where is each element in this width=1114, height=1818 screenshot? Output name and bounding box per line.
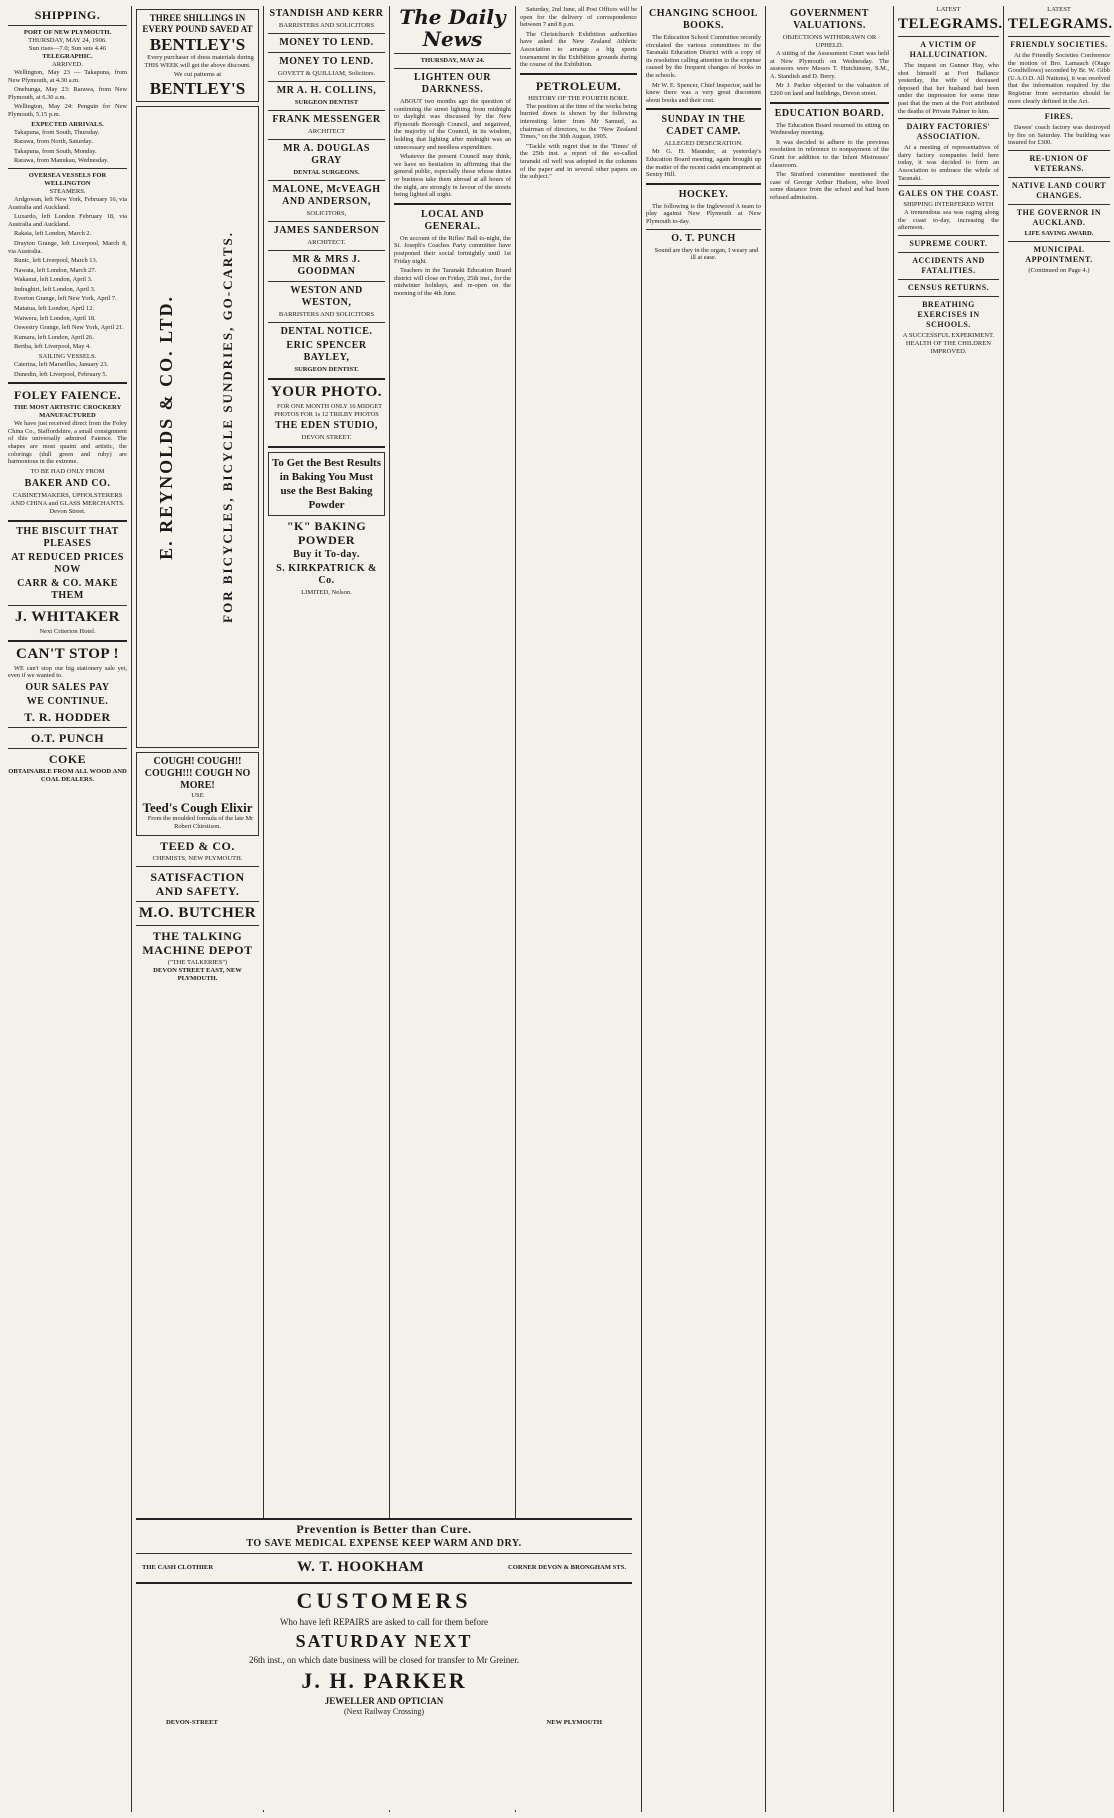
goodman-name: MR & MRS J. GOODMAN <box>292 254 361 277</box>
arrival-item: Wellington, May 23 — Takapuna, from New Plymouth, at 4.30 a.m. <box>8 69 127 84</box>
cadet-heading: SUNDAY IN THE CADET CAMP. <box>661 114 746 138</box>
hookham-address: CORNER DEVON & BRONGHAM STS. <box>507 1563 626 1571</box>
sailing-item: Dunedin, left Liverpool, February 5. <box>14 370 108 378</box>
expected-heading: EXPECTED ARRIVALS. <box>31 120 104 128</box>
education-body-2: It was decided to adhere to the previous resolution in reference to nonpayment of the Grant for addition to the Infant Mistresses' classroom. <box>770 138 889 169</box>
money-lend-heading-2: MONEY TO LEND. <box>279 56 374 67</box>
expected-item: Rarawa, from Manukau, Wednesday. <box>14 157 109 165</box>
local-body-2: Teachers in the Taranaki Education Board district will close on Friday, 25th inst., for the midwinter holidays, and re-open on the morning of the 4th June. <box>394 267 511 297</box>
hallucination-heading: A VICTIM OF HALLUCINATION. <box>909 40 988 59</box>
column-news-3 <box>766 6 894 1812</box>
bentleys-ad <box>136 9 259 102</box>
books-heading: CHANGING SCHOOL BOOKS. <box>649 8 758 31</box>
petroleum-body-2: "Tackle with regret that in the 'Times' of the 25th inst. a report of the so-called taranaki oil well was adopted in the columns of the paper and in several other papers on the subject." <box>520 142 637 181</box>
leader-body: ABOUT two months ago the question of continuing the street lighting from midnight to daylight was discussed by the New Plymouth Borough Council, and negatived, the majority of the Council, in its wisdom, holding that lighting after midnight was an unnecessary and needless expenditure. <box>394 98 511 151</box>
hockey-heading: HOCKEY. <box>678 188 729 200</box>
bentleys-foot: We cut patterns at <box>173 71 222 79</box>
whitaker-address: Next Criterion Hotel. <box>39 627 96 635</box>
kirkpatrick-name: S. KIRKPATRICK & Co. <box>276 563 377 587</box>
sanderson-name: JAMES SANDERSON <box>273 225 380 236</box>
valuations-heading: GOVERNMENT VALUATIONS. <box>790 8 869 31</box>
native-heading: NATIVE LAND COURT CHANGES. <box>1011 180 1107 200</box>
shipping-date: THURSDAY, MAY 24, 1906. <box>28 37 107 44</box>
malone-sub: SOLICITORS, <box>306 210 347 217</box>
customers-subheading: Who have left REPAIRS are asked to call for them before <box>279 1617 489 1627</box>
talking-sub: ("THE TALKERIES") <box>167 959 228 967</box>
steamer-item: Kumara, left London, April 26. <box>14 333 94 341</box>
messenger-name: FRANK MESSENGER <box>272 114 381 125</box>
photo-heading: YOUR PHOTO. <box>270 384 383 400</box>
money-lend-heading: MONEY TO LEND. <box>279 37 374 48</box>
photo-body: FOR ONE MONTH ONLY 16 MIDGET PHOTOS FOR 1s 12 TRILBY PHOTOS <box>274 403 383 418</box>
supreme-heading: SUPREME COURT. <box>909 238 988 248</box>
talking-heading: THE TALKING MACHINE DEPOT <box>142 929 253 958</box>
use-label: USE <box>191 792 204 800</box>
biscuit-heading: THE BISCUIT THAT PLEASES <box>16 525 119 549</box>
steamer-item: Nawata, left London, March 27. <box>14 266 97 274</box>
steamer-item: Indraghiri, left London, April 3. <box>14 285 96 293</box>
eden-name: THE EDEN STUDIO, <box>275 420 378 432</box>
steamer-item: Oswestry Grange, left New York, April 21. <box>14 324 124 332</box>
friendly-heading: FRIENDLY SOCIETIES. <box>1010 40 1108 49</box>
masthead-date: THURSDAY, MAY 24. <box>420 57 485 64</box>
municipal-heading: MUNICIPAL APPOINTMENT. <box>1025 244 1093 264</box>
steamers-label: STEAMERS. <box>49 187 86 195</box>
collins-sub: SURGEON DENTIST <box>294 99 359 106</box>
bottom-ads <box>136 1518 632 1810</box>
bentleys-ad-heading: THREE SHILLINGS IN EVERY POUND SAVED AT <box>142 13 253 34</box>
punch-ad-body: Sound are they in the organ, I weary and ill at ease. <box>654 246 759 262</box>
parker-address: (Next Railway Crossing) <box>344 1707 424 1716</box>
reynolds-name: E. REYNOLDS & CO. LTD. <box>156 294 177 560</box>
latest-label: LATEST <box>936 6 961 13</box>
local-heading: LOCAL AND GENERAL. <box>420 208 485 232</box>
gray-name: MR A. DOUGLAS GRAY <box>283 143 370 166</box>
cantstop-body: WE can't stop our big stationery sale yet, even if we wanted to. <box>8 664 127 680</box>
dairy-body: At a meeting of representatives of dairy factory companies held here today, it was decided to form an Association to embrace the whole of Taranaki. <box>898 144 999 182</box>
get-best-heading: To Get the Best Results in Baking You Must use the Best Baking Powder <box>272 457 381 512</box>
arrival-item: Wellington, May 24: Penguin for New Plymouth, 5.15 p.m. <box>8 103 127 118</box>
telegraphic-heading: TELEGRAPHIC. <box>42 53 93 60</box>
hallucination-body: The inquest on Gunner Hay, who shot himself at Fort Ballance yesterday, the wife of deceased deposed that her husband had been under the impression for some time past that the men at the Fort attributed the deaths of Private Palmer to him. <box>898 62 999 115</box>
arrival-item: Onehunga, May 23: Rarawa, from New Plymouth, at 6.30 a.m. <box>8 86 127 101</box>
parker-name: J. H. PARKER <box>301 1668 467 1693</box>
coke-heading: COKE <box>48 751 87 766</box>
foley-subheading: THE MOST ARTISTIC CROCKERY MANUFACTURED <box>13 404 122 420</box>
lifesaving-heading: LIFE SAVING AWARD. <box>1024 229 1094 237</box>
standish-sub: BARRISTERS AND SOLICITORS <box>278 22 375 29</box>
shipping-heading: SHIPPING. <box>34 8 101 22</box>
education-body: The Education Board resumed its sitting on Wednesday morning. <box>770 121 889 137</box>
petroleum-subheading: HISTORY OF THE FOURTH BORE. <box>528 94 629 102</box>
petroleum-heading: PETROLEUM. <box>535 78 622 93</box>
census-heading: CENSUS RETURNS. <box>907 282 990 292</box>
baker-address: Devon Street. <box>49 507 86 515</box>
sun-times: Sun rises—7.0; Sun sets 4.46 <box>28 45 107 52</box>
steamer-item: Bertha, left Liverpool, May 4. <box>14 343 91 351</box>
kirkpatrick-sub: LIMITED, Nelson. <box>301 589 352 597</box>
arrived-label: ARRIVED. <box>52 61 83 68</box>
telegrams-heading-2: TELEGRAMS. <box>1008 16 1113 32</box>
breathing-heading: BREATHING EXERCISES IN SCHOOLS. <box>917 299 980 329</box>
gray-sub: DENTAL SURGEONS. <box>293 169 360 176</box>
gales-subheading: SHIPPING INTERFERED WITH <box>903 201 994 209</box>
wecontinue-heading: WE CONTINUE. <box>26 695 109 707</box>
breathing-subheading: A SUCCESSFUL EXPERIMENT. HEALTH OF THE CHILDREN IMPROVED. <box>902 331 995 355</box>
carr-heading: CARR & CO. MAKE THEM <box>17 577 118 601</box>
foley-sold: TO BE HAD ONLY FROM <box>30 467 105 475</box>
punch-name: O.T. PUNCH <box>30 730 105 745</box>
malone-name: MALONE, McVEAGH AND ANDERSON, <box>272 184 381 207</box>
saturday-subheading: 26th inst., on which date business will be closed for transfer to Mr Greiner. <box>249 1655 519 1665</box>
teed-co-sub: CHEMISTS, NEW PLYMOUTH. <box>152 855 243 863</box>
steamer-item: Matatua, left London, April 12. <box>14 305 95 313</box>
education-body-3: The Stratford committee mentioned the case of George Arthur Hudson, who lived some distance from the school and had been refused admission. <box>770 171 889 201</box>
prevention-subheading: TO SAVE MEDICAL EXPENSE KEEP WARM AND DRY. <box>246 1538 522 1549</box>
devon-street-label: DEVON-STREET <box>166 1719 218 1726</box>
fires-heading: FIRES. <box>1044 112 1074 122</box>
talking-address: DEVON STREET EAST, NEW PLYMOUTH. <box>153 967 242 983</box>
baking-ad <box>268 452 385 516</box>
dairy-heading: DAIRY FACTORIES' ASSOCIATION. <box>906 122 991 142</box>
steamer-item: Ardgowan, left New York, February 16, via Australia and Auckland. <box>8 195 127 211</box>
continued-note: (Continued on Page 4.) <box>1028 266 1090 274</box>
cadet-subheading: ALLEGED DESECRATION. <box>664 140 743 148</box>
foley-body: We have just received direct from the Foley China Co., Staffordshire, a small consignment of this universally admired Faience. The shapes are most quaint and artistic, the colorings (dull green and ruby) are harmonious in the extreme. <box>8 420 127 466</box>
butcher-name: M.O. BUTCHER <box>138 905 257 922</box>
sailing-label: SAILING VESSELS. <box>38 353 97 361</box>
steamer-item: Waiwera, left London, April 18. <box>14 314 96 322</box>
steamer-item: Wakanui, left London, April 3. <box>14 276 93 284</box>
expected-item: Takapuna, from South, Monday. <box>14 147 97 155</box>
messenger-sub: ARCHITECT <box>308 128 345 135</box>
hodder-name: T. R. HODDER <box>24 709 111 724</box>
valuations-subheading: OBJECTIONS WITHDRAWN OR UPHELD. <box>782 34 877 49</box>
teeds-name: Teed's Cough Elixir <box>142 800 253 816</box>
gales-heading: GALES ON THE COAST. <box>898 189 999 199</box>
steamer-item: Runic, left Liverpool, March 13. <box>14 257 98 265</box>
fires-body: Dawes' coach factory was destroyed by fire on Saturday. The building was insured for £300. <box>1008 124 1110 147</box>
leader-body-2: Whatever the present Council may think, we have no hesitation in affirming that the general public, especially those whose duties or business take them abroad at all hours of the night, are strongly in favour of the streets being lighted all night. <box>394 153 511 199</box>
sanderson-sub: ARCHITECT. <box>307 239 346 246</box>
reunion-heading: RE-UNION OF VETERANS. <box>1029 153 1089 173</box>
customers-heading: CUSTOMERS <box>296 1588 472 1613</box>
friendly-body: At the Friendly Societies Conference the motion of Bro. Lamaach (Otago Goodfellows) seconded by Br. W. Gibb (U.A.O.D. All Nations), it was resolved that the information required by the Registrar from secretaries should be more clearly defined in the Act. <box>1008 52 1110 105</box>
buy-label: Buy it To-day. <box>293 549 360 561</box>
cough-heading: COUGH! COUGH!! COUGH!!! COUGH NO MORE! <box>144 756 251 792</box>
books-body: The Education School Committee recently circulated the various committees in the Taranaki Education District with a copy of its resolution calling attention to the expense caused by the frequent changes of books in the schools. <box>646 34 761 79</box>
foley-heading: FOLEY FAIENCE. <box>13 388 121 403</box>
education-heading: EDUCATION BOARD. <box>774 107 885 119</box>
baker-sub: CABINETMAKERS, UPHOLSTERERS AND CHINA and GLASS MERCHANTS. <box>10 491 125 507</box>
gales-body: A tremendous sea was raging along the coast to-day, increasing the afternoon. <box>898 209 999 232</box>
local-body: On account of the Rifles' Ball to-night, the St. Joseph's Coaches Party committee have postponed their social fortnightly until 1st Friday night. <box>394 234 511 265</box>
valuations-body-2: Mr J. Parker objected to the valuation of £260 on land and buildings, Devon street. <box>770 82 889 97</box>
leader-heading: LIGHTEN OUR DARKNESS. <box>414 72 491 95</box>
satisfaction-heading: SATISFACTION AND SAFETY. <box>150 870 245 899</box>
weston-sub: BARRISTERS AND SOLICITORS <box>278 311 375 318</box>
hookham-name: W. T. HOOKHAM <box>297 1559 425 1575</box>
k-powder-name: "K" BAKING POWDER <box>286 519 367 548</box>
new-plymouth-label: NEW PLYMOUTH <box>546 1719 602 1726</box>
saturday-heading: SATURDAY NEXT <box>295 1631 473 1651</box>
news-paragraph: Saturday, 2nd June, all Post Offices will be open for the delivery of correspondence between 7 and 8 p.m. <box>520 6 637 29</box>
bayley-name: ERIC SPENCER BAYLEY, <box>286 340 367 363</box>
column-telegrams-1 <box>894 6 1004 1812</box>
teeds-body: From the moulded formula of the late Mr Robert Chirstison. <box>147 815 254 830</box>
baker-name: BAKER AND CO. <box>24 477 111 489</box>
books-body-2: Mr W. E. Spencer, Chief Inspector, said he knew there was a very great discontent about books and their cost. <box>646 81 761 104</box>
bentleys-name: BENTLEY'S <box>149 35 246 54</box>
eden-sub: DEVON STREET. <box>301 434 352 442</box>
cash-clothier: THE CASH CLOTHIER <box>142 1563 214 1571</box>
masthead-title: The Daily News <box>399 6 506 51</box>
parker-subheading: JEWELLER AND OPTICIAN <box>324 1696 444 1706</box>
steamer-item: Everton Grange, left New York, April 7. <box>14 295 117 303</box>
oversea-heading: OVERSEA VESSELS FOR WELLINGTON <box>28 171 107 187</box>
telegrams-heading: TELEGRAMS. <box>898 16 1003 32</box>
punch-ad-name: O. T. PUNCH <box>671 232 736 244</box>
reynolds-ad <box>136 106 259 748</box>
port-heading: PORT OF NEW PLYMOUTH. <box>23 29 112 36</box>
column-news-2 <box>642 6 766 1812</box>
bayley-sub: SURGEON DENTIST. <box>294 366 359 373</box>
collins-name: MR A. H. COLLINS, <box>276 85 377 96</box>
column-shipping <box>4 6 132 1812</box>
bentleys-body: Every purchaser of dress materials during THIS WEEK will get the above discount. <box>144 54 254 69</box>
expected-item: Rarawa, from North, Saturday. <box>14 138 93 146</box>
cantstop-heading: CAN'T STOP ! <box>16 645 119 662</box>
sailing-item: Caterina, left Marseilles, January 23. <box>14 361 109 369</box>
oursales-heading: OUR SALES PAY <box>25 681 110 693</box>
steamer-item: Drayton Grange, left Liverpool, March 8, via Australia. <box>8 239 127 255</box>
reduced-heading: AT REDUCED PRICES NOW <box>11 551 124 575</box>
accidents-heading: ACCIDENTS AND FATALITIES. <box>912 255 985 275</box>
coke-sub: OBTAINABLE FROM ALL WOOD AND COAL DEALERS. <box>8 767 127 783</box>
valuations-body: A sitting of the Assessment Court was held at New Plymouth on Wednesday. The assessors were Messrs T. Hutchinson, S.M., A. Standish and D. Berry. <box>770 50 889 80</box>
reynolds-products: FOR BICYCLES, BICYCLE SUNDRIES, GO-CARTS. <box>219 231 235 624</box>
expected-item: Takapuna, from South, Thursday. <box>14 128 100 136</box>
govett-name: GOVETT & QUILLIAM, Solicitors. <box>277 70 376 77</box>
news-paragraph: The Christchurch Exhibition authorities have asked the New Zealand Athletic Association to arrange a big sports tournament in the Exhibition grounds during the course of the Exhibition. <box>520 30 637 69</box>
hockey-body: The following is the Inglewood A team to play against New Plymouth at New Plymouth to-day. <box>646 202 761 225</box>
teed-co-name: TEED & CO. <box>160 839 235 854</box>
whitaker-name: J. WHITAKER <box>15 608 120 625</box>
dental-notice-heading: DENTAL NOTICE. <box>280 326 373 337</box>
weston-name: WESTON AND WESTON, <box>290 285 363 308</box>
petroleum-body: The position at the time of the works being hurried down is shown by the following interesting letter from Mr Samuel, as chairman of directors, to the "New Zealand Times," on the 30th August, 1905. <box>520 102 637 141</box>
column-telegrams-2 <box>1004 6 1114 1812</box>
governor-heading: THE GOVERNOR IN AUCKLAND. <box>1016 207 1102 227</box>
steamer-item: Luxardo, left London February 18, via Australia and Auckland. <box>8 213 127 228</box>
steamer-item: Rakaia, left London, March 2. <box>14 230 92 238</box>
latest-label-2: LATEST <box>1047 6 1071 13</box>
bentleys-name-2: BENTLEY'S <box>149 79 246 99</box>
prevention-heading: Prevention is Better than Cure. <box>296 1522 472 1536</box>
standish-name: STANDISH AND KERR <box>269 8 384 19</box>
teeds-ad <box>136 752 259 836</box>
cadet-body: Mr G. H. Maunder, at yesterday's Education Board meeting, again brought up the matter of the recent cadet encampment at Sentry Hill. <box>646 148 761 179</box>
